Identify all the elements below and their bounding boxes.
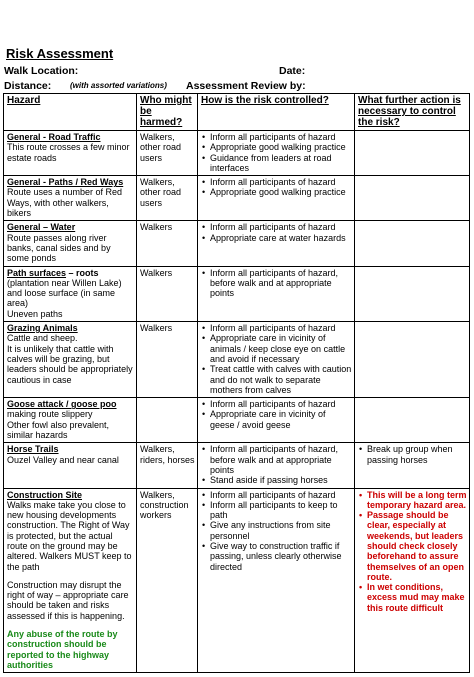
- who-cell: Walkers: [137, 266, 198, 321]
- hazard-description: Cattle and sheep.: [7, 333, 78, 344]
- hazard-note: Any abuse of the route by construction should be reported to the highway authorities: [7, 629, 118, 670]
- hazard-title: Construction Site: [7, 489, 83, 500]
- further-action-cell: [355, 131, 470, 176]
- hazard-title: General - Paths / Red Ways: [7, 177, 124, 188]
- hazard-cell: [4, 443, 137, 488]
- controls-cell: [198, 322, 355, 398]
- page-title: Risk Assessment: [6, 46, 114, 61]
- hazard-description: (plantation near Willen Lake) and loose surface (in same area): [7, 277, 122, 309]
- table-row: [4, 322, 470, 398]
- hazard-cell: [4, 322, 137, 398]
- who-column-header: Who might be harmed?: [137, 94, 198, 131]
- table-row: [4, 266, 470, 321]
- control-item: • Give way to construction traffic if passing, unless clearly otherwise directed: [201, 541, 352, 572]
- table-header-row: [4, 94, 470, 131]
- hazard-column-header: Hazard: [4, 94, 137, 131]
- further-action-item: • Passage should be clear, especially at weekends, but leaders should check closely beforehand to assure themselves of an open route.: [358, 510, 467, 582]
- who-cell: Walkers: [137, 322, 198, 398]
- hazard-cell: [4, 266, 137, 321]
- controls-cell: [198, 443, 355, 488]
- control-item: • Inform all participants of hazard: [201, 399, 352, 409]
- hazard-description-extra: Uneven paths: [7, 308, 63, 319]
- further-action-cell: [355, 221, 470, 266]
- further-column-header: What further action is necessary to control the risk?: [355, 94, 470, 131]
- control-item: • Inform all participants of hazard: [201, 323, 352, 333]
- who-cell: Walkers, other road users: [137, 131, 198, 176]
- who-cell: Walkers, other road users: [137, 176, 198, 221]
- hazard-title: Goose attack / goose poo: [7, 399, 117, 410]
- hazard-cell: [4, 131, 137, 176]
- further-action-cell: [355, 488, 470, 673]
- table-row: [4, 398, 470, 443]
- further-action-cell: [355, 322, 470, 398]
- control-item: • Inform all participants of hazard: [201, 132, 352, 142]
- hazard-description: Route uses a number of Red Ways, with other walkers, bikers: [7, 187, 123, 219]
- control-item: • Inform all participants of hazard: [201, 490, 352, 500]
- hazard-description: Route passes along river banks, canal sides and by some ponds: [7, 232, 111, 264]
- control-item: • Treat cattle with calves with caution and do not walk to separate mothers from calves: [201, 364, 352, 395]
- hazard-description: making route slippery: [7, 409, 93, 420]
- control-item: • Appropriate care in vicinity of geese / avoid geese: [201, 409, 352, 430]
- control-item: • Appropriate care in vicinity of animals / keep close eye on cattle and avoid if necessary: [201, 333, 352, 364]
- who-cell: [137, 398, 198, 443]
- control-item: • Inform all participants to keep to path: [201, 500, 352, 521]
- table-row: [4, 488, 470, 673]
- further-action-item: • This will be a long term temporary hazard area.: [358, 490, 467, 511]
- hazard-title: General – Water: [7, 222, 76, 233]
- how-column-header: How is the risk controlled?: [198, 94, 355, 131]
- further-action-item: • In wet conditions, excess mud may make this route difficult: [358, 582, 467, 613]
- hazard-title: Path surfaces: [7, 267, 67, 278]
- hazard-cell: [4, 176, 137, 221]
- table-row: [4, 443, 470, 488]
- control-item: • Inform all participants of hazard: [201, 177, 352, 187]
- hazard-title: Grazing Animals: [7, 323, 78, 334]
- control-item: • Appropriate good walking practice: [201, 142, 352, 152]
- control-item: • Inform all participants of hazard: [201, 222, 352, 232]
- control-item: • Stand aside if passing horses: [201, 475, 352, 485]
- hazard-cell: [4, 221, 137, 266]
- hazard-description-extra: Construction may disrupt the right of way – appropriate care should be taken and risks assessed if this is happening.: [7, 579, 129, 621]
- hazard-title-suffix: – roots: [66, 267, 99, 278]
- control-item: • Inform all participants of hazard, before walk and at appropriate points: [201, 268, 352, 299]
- hazard-description-extra: Other fowl also prevalent, similar hazards: [7, 419, 110, 441]
- hazard-title: General - Road Traffic: [7, 132, 101, 142]
- controls-cell: [198, 176, 355, 221]
- further-action-cell: [355, 443, 470, 488]
- hazard-description-extra: It is unlikely that cattle with calves will be grazing, but leaders should be appropriately cautious in case: [7, 343, 133, 385]
- risk-table: [3, 93, 470, 673]
- who-cell: Walkers, construction workers: [137, 488, 198, 673]
- control-item: • Inform all participants of hazard, before walk and at appropriate points: [201, 444, 352, 475]
- controls-cell: [198, 488, 355, 673]
- control-item: • Appropriate good walking practice: [201, 187, 352, 197]
- controls-cell: [198, 131, 355, 176]
- control-item: • Guidance from leaders at road interfaces: [201, 153, 352, 174]
- date-label: Date:: [279, 65, 306, 77]
- table-row: [4, 221, 470, 266]
- control-item: • Appropriate care at water hazards: [201, 233, 352, 243]
- hazard-description: Walks make take you close to new housing developments construction. The Right of Way is protected, but the actual route on the ground may be altered. Walkers MUST keep to the path: [7, 499, 132, 572]
- further-action-cell: [355, 266, 470, 321]
- hazard-title: Horse Trails: [7, 444, 59, 455]
- table-row: [4, 131, 470, 176]
- controls-cell: [198, 398, 355, 443]
- distance-note: (with assorted variations): [70, 81, 167, 90]
- hazard-cell: [4, 398, 137, 443]
- who-cell: Walkers, riders, horses: [137, 443, 198, 488]
- assessment-review-label: Assessment Review by:: [186, 80, 306, 92]
- who-cell: Walkers: [137, 221, 198, 266]
- controls-cell: [198, 221, 355, 266]
- distance-label: Distance:: [4, 80, 52, 92]
- further-action-item: • Break up group when passing horses: [358, 444, 467, 465]
- further-action-cell: [355, 176, 470, 221]
- hazard-description: Ouzel Valley and near canal: [7, 454, 119, 465]
- walk-location-label: Walk Location:: [4, 65, 79, 77]
- control-item: • Give any instructions from site personnel: [201, 520, 352, 541]
- further-action-cell: [355, 398, 470, 443]
- table-row: [4, 176, 470, 221]
- hazard-description: This route crosses a few minor estate roads: [7, 142, 130, 163]
- hazard-cell: [4, 488, 137, 673]
- controls-cell: [198, 266, 355, 321]
